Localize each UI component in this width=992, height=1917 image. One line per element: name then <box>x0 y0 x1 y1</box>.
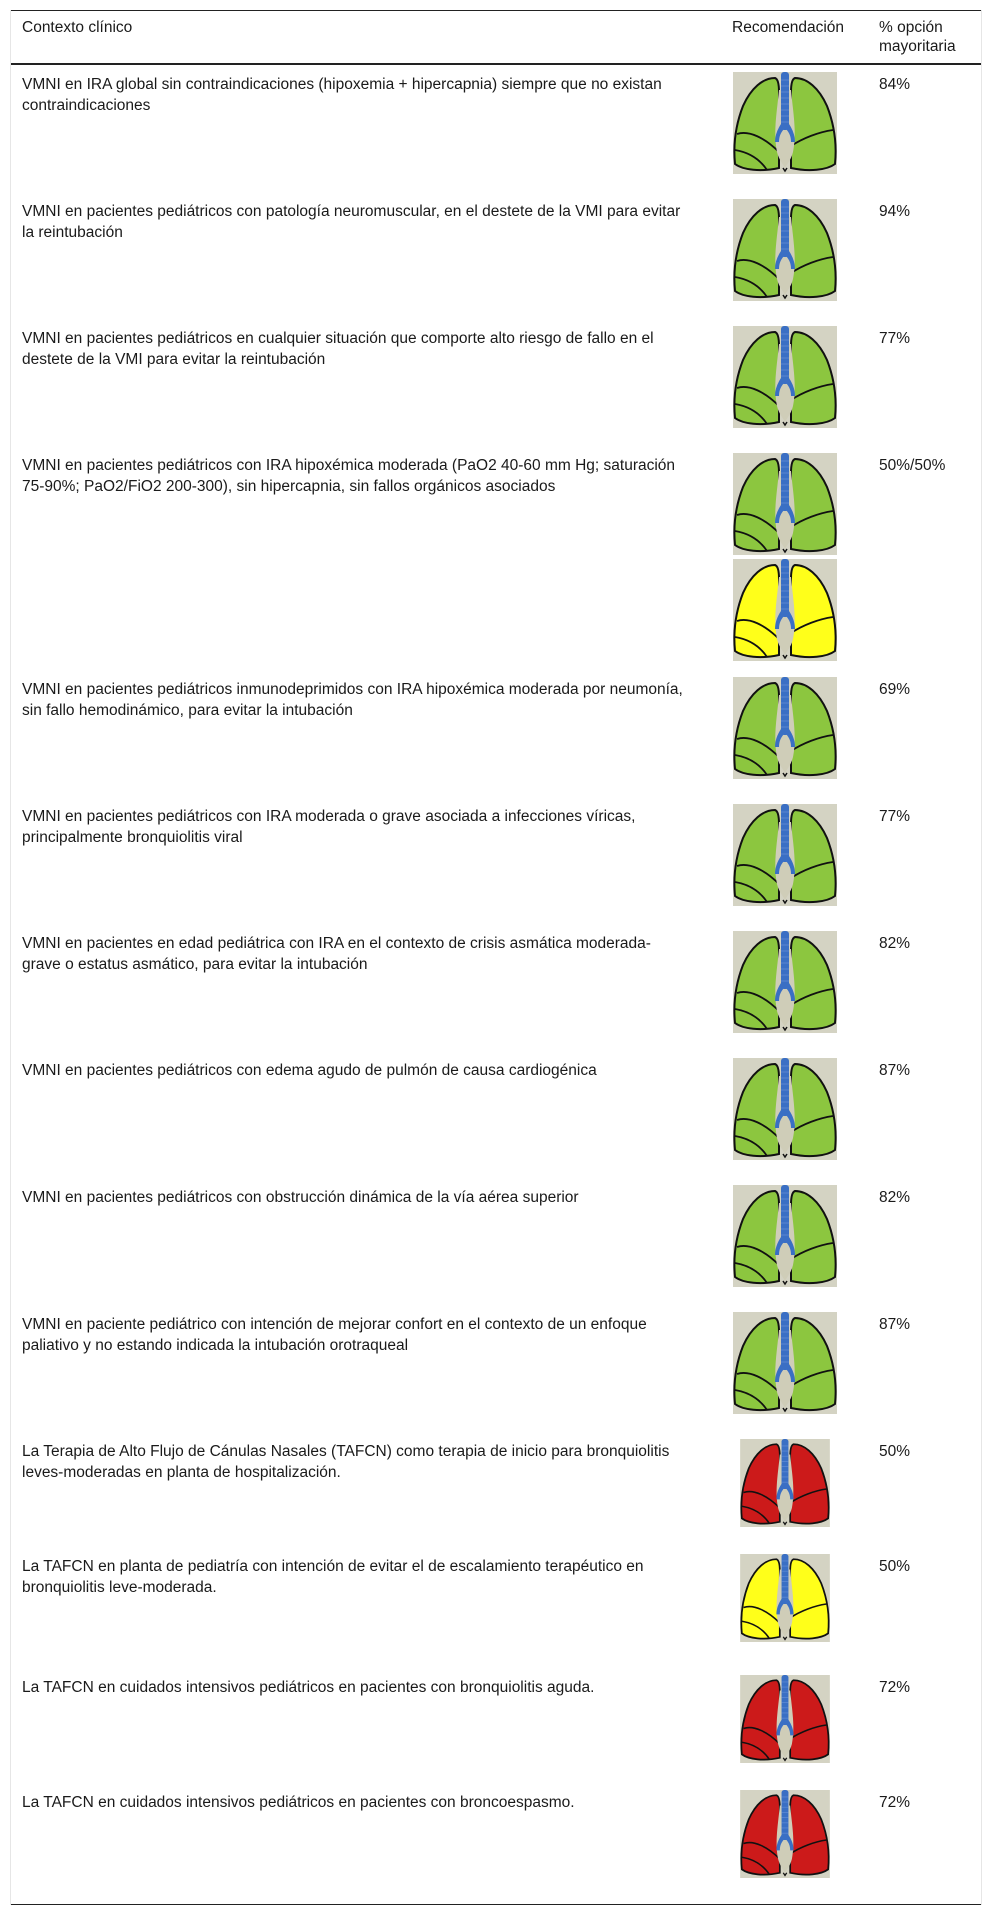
row-context: La TAFCN en cuidados intensivos pediátricos en pacientes con bronquiolitis aguda. <box>22 1679 595 1696</box>
row-context: VMNI en pacientes pediátricos con IRA moderada o grave asociada a infecciones víricas, principalmente bronquiolitis viral <box>22 808 636 846</box>
lungs-green-icon <box>733 804 837 906</box>
row-percentage: 50% <box>879 1558 911 1575</box>
row-context: VMNI en pacientes pediátricos inmunodeprimidos con IRA hipoxémica moderada por neumonía, sin fallo hemodinámico, para evitar la intubación <box>22 681 683 719</box>
table-top-rule <box>11 10 981 11</box>
recommendations-table <box>10 10 982 1905</box>
row-percentage: 77% <box>879 808 911 825</box>
lungs-green-icon <box>733 677 837 779</box>
row-context: VMNI en pacientes pediátricos con patología neuromuscular, en el destete de la VMI para evitar la reintubación <box>22 203 681 241</box>
row-context: La TAFCN en planta de pediatría con intención de evitar el de escalamiento terapéutico en bronquiolitis leve-moderada. <box>22 1558 644 1596</box>
lungs-green-icon <box>733 453 837 555</box>
lungs-yellow-icon <box>733 559 837 661</box>
lungs-red-icon <box>733 1790 837 1878</box>
row-context: VMNI en pacientes en edad pediátrica con IRA en el contexto de crisis asmática moderada-grave o estatus asmático, para evitar la intubación <box>22 935 651 973</box>
row-context: VMNI en pacientes pediátricos con edema agudo de pulmón de causa cardiogénica <box>22 1062 597 1079</box>
lungs-green-icon <box>733 931 837 1033</box>
row-context: VMNI en pacientes pediátricos con obstrucción dinámica de la vía aérea superior <box>22 1189 579 1206</box>
table-header-rule <box>11 63 981 65</box>
lungs-green-icon <box>733 1185 837 1287</box>
table-bottom-rule <box>11 1904 981 1905</box>
row-context: VMNI en pacientes pediátricos con IRA hipoxémica moderada (PaO2 40-60 mm Hg; saturación 75-90%; PaO2/FiO2 200-300), sin hipercapnia, sin fallos orgánicos asociados <box>22 457 676 495</box>
header-recommendation: Recomendación <box>732 19 845 36</box>
row-context: La Terapia de Alto Flujo de Cánulas Nasales (TAFCN) como terapia de inicio para bronquiolitis leves-moderadas en planta de hospitalización. <box>22 1443 670 1481</box>
lungs-green-icon <box>733 1312 837 1414</box>
row-percentage: 77% <box>879 330 911 347</box>
lungs-green-icon <box>733 199 837 301</box>
row-context: La TAFCN en cuidados intensivos pediátricos en pacientes con broncoespasmo. <box>22 1794 575 1811</box>
row-percentage: 69% <box>879 681 911 698</box>
row-percentage: 82% <box>879 1189 911 1206</box>
row-context: VMNI en paciente pediátrico con intención de mejorar confort en el contexto de un enfoque paliativo y no estando indicada la intubación orotraqueal <box>22 1316 647 1354</box>
row-percentage: 94% <box>879 203 911 220</box>
row-context: VMNI en pacientes pediátricos en cualquier situación que comporte alto riesgo de fallo en el destete de la VMI para evitar la reintubación <box>22 330 654 368</box>
row-percentage: 84% <box>879 76 911 93</box>
row-context: VMNI en IRA global sin contraindicaciones (hipoxemia + hipercapnia) siempre que no existan contraindicaciones <box>22 76 662 114</box>
lungs-red-icon <box>733 1439 837 1527</box>
row-percentage: 50% <box>879 1443 911 1460</box>
row-percentage: 82% <box>879 935 911 952</box>
row-percentage: 50%/50% <box>879 457 946 474</box>
row-percentage: 87% <box>879 1316 911 1333</box>
row-percentage: 72% <box>879 1679 911 1696</box>
header-context: Contexto clínico <box>22 19 133 36</box>
lungs-green-icon <box>733 72 837 174</box>
lungs-red-icon <box>733 1675 837 1763</box>
row-percentage: 72% <box>879 1794 911 1811</box>
lungs-green-icon <box>733 1058 837 1160</box>
lungs-yellow-icon <box>733 1554 837 1642</box>
lungs-green-icon <box>733 326 837 428</box>
header-percentage: % opción mayoritaria <box>879 19 956 55</box>
row-percentage: 87% <box>879 1062 911 1079</box>
